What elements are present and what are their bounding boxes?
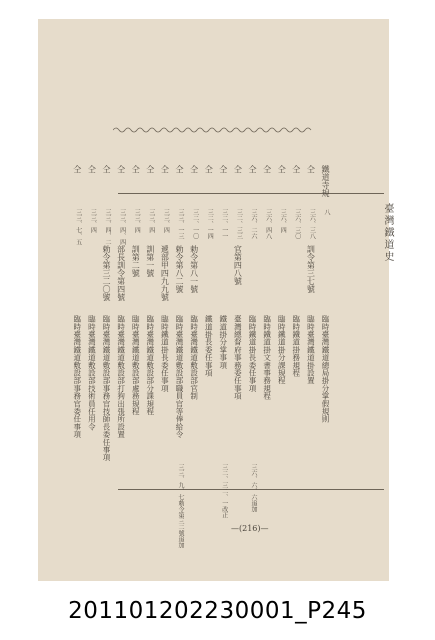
running-title: 臺灣鐵道史 (382, 203, 393, 263)
entry-head: 仝 (248, 165, 257, 173)
entry-head: 仝 (233, 165, 243, 173)
entry-title: 鐵道掛分掌事項 (218, 315, 228, 369)
entry-title: 臨時鐵道掛長委任事項 (160, 315, 170, 392)
decorative-wave-rule (113, 126, 313, 134)
entry-head: 仝 (87, 165, 97, 173)
entry-head: 仝 (131, 165, 141, 173)
entry-head: 仝 (145, 165, 155, 173)
entry-number: 勅令第八二號 (175, 245, 184, 293)
entry-date: 三三、四、二 (104, 209, 111, 245)
entry-number: 官第四八號 (233, 245, 243, 285)
entry-number: 遞部甲四九九號 (160, 245, 170, 301)
entry-title: 臨時臺灣鐵道敷設部職員官等俸給令 (175, 315, 184, 439)
entry-head: 仝 (102, 165, 111, 173)
entry-title: 臨時臺灣鐵道敷設部處務規程 (131, 315, 141, 416)
entry-title: 臨時臺灣鐵道總局掛分掌假規則 (321, 315, 330, 423)
entry-number: 訓第一號 (145, 245, 155, 277)
entry-date: 八 (323, 209, 330, 215)
entry-date: 三二、一一 (220, 209, 228, 239)
entry-title: 臨時鐵道掛分課規程 (277, 315, 287, 385)
entry-number: 訓第二號 (131, 245, 141, 277)
entry-date: 三六、三〇 (293, 209, 301, 239)
entry-head: 仝 (306, 165, 316, 173)
entry-head: 仝 (72, 165, 82, 173)
entry-number: 部長訓令第四號 (116, 245, 126, 301)
entry-head: 仝 (175, 165, 184, 173)
entry-number: 勅令第八一號 (189, 245, 199, 293)
entry-title: 臨時臺灣鐵道掛設置 (306, 315, 316, 385)
entry-title: 臨時臺灣鐵道敷設部官制 (189, 315, 199, 400)
entry-date: 三三、四 (147, 209, 155, 233)
entry-date: 三六、二六 (250, 209, 257, 239)
entry-head: 仝 (277, 165, 287, 173)
entry-title: 臨時臺灣鐵道敷設部事務官委任事項 (72, 315, 82, 439)
document-page (38, 19, 393, 581)
entry-date: 三六、四八 (264, 209, 272, 239)
entry-date: 三三、四 (162, 209, 170, 233)
entry-date: 三三、一三 (177, 209, 184, 239)
entry-head: 仝 (262, 165, 272, 173)
entry-head: 仝 (160, 165, 170, 173)
entry-head: 仝 (291, 165, 301, 173)
entry-title: 臺灣總督府事務委任事項 (233, 315, 243, 400)
page-number: —(216)— (231, 524, 269, 533)
entry-title: 臨時鐵道掛務規程 (291, 315, 301, 377)
entry-date: 三三、四、四 (118, 209, 126, 245)
entry-note: 三二、三二、一改正 (220, 464, 228, 518)
top-rule (118, 193, 384, 194)
entry-date: 三六、四 (279, 209, 287, 233)
entry-note: 三三、九、七勅令第三二號追加 (177, 464, 184, 548)
entry-date: 三二、三三 (235, 209, 243, 239)
entry-title: 臨時鐵道掛文書事務規程 (262, 315, 272, 400)
entry-head: 鐵道寺規 (321, 165, 330, 197)
image-caption: 201101202230001_P245 (68, 598, 367, 624)
entry-date: 三六、三八 (308, 209, 316, 239)
entry-title: 臨時臺灣鐵道敷設部分課規程 (145, 315, 155, 416)
entry-title: 臨時臺灣鐵道敷設部技術員任用令 (87, 315, 97, 431)
entry-head: 仝 (189, 165, 199, 173)
entry-head: 仝 (116, 165, 126, 173)
entry-number: 勅令第三二〇號 (102, 245, 111, 301)
entry-title: 臨時鐵道掛長委任事項 (248, 315, 257, 392)
entry-number: 訓令第三七號 (306, 245, 316, 293)
entry-date: 三三、四 (133, 209, 141, 233)
entry-head: 仝 (218, 165, 228, 173)
entry-title: 鐵道掛長委任事項 (204, 315, 214, 377)
entry-note: 三六、六、六追加 (250, 464, 257, 512)
entry-title: 臨時臺灣鐵道敷設部打狗出張所設置 (116, 315, 126, 439)
entry-head: 仝 (204, 165, 214, 173)
entry-date: 三二、一〇 (191, 209, 199, 239)
entry-title: 臨時臺灣鐵道敷設部事務官技師長委任事項 (102, 315, 111, 462)
entry-date: 三三、七、五 (74, 209, 82, 245)
entry-date: 三三、四 (89, 209, 97, 233)
entry-date: 三二、一四 (206, 209, 214, 239)
